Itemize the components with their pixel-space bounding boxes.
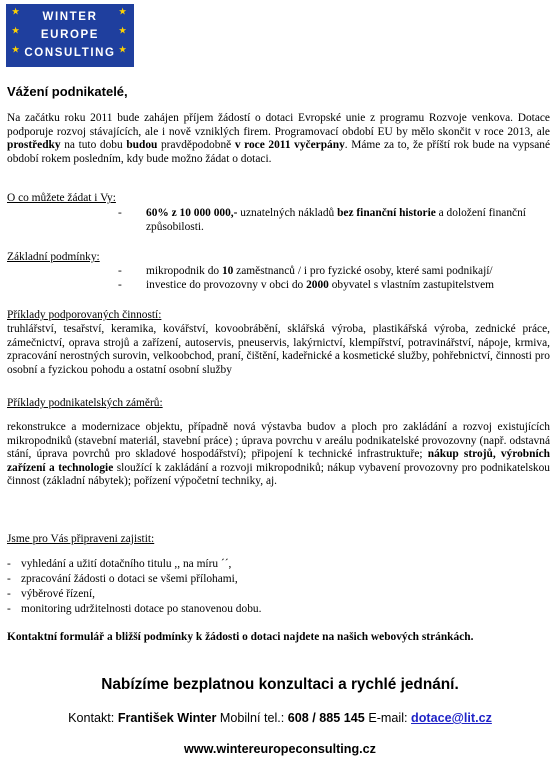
text-run: na tuto dobu (60, 139, 127, 152)
contact-name: František Winter (117, 711, 217, 725)
logo-line-winter: WINTER (42, 11, 98, 23)
text-run: zaměstnanců / i pro fyzické osoby, které sami podnikají/ (233, 265, 493, 277)
what-to-apply-list (118, 207, 538, 234)
bold-text-run: v roce 2011 vyčerpány (234, 139, 345, 152)
contact-form-note: Kontaktní formulář a bližší podmínky k žádosti o dotaci najdete na našich webových stránkách. (7, 631, 474, 643)
logo-line-europe: EUROPE (40, 29, 100, 41)
list-item: - zpracování žádosti o dotaci se všemi přílohami, (7, 572, 527, 587)
phone-number[interactable]: 608 / 885 145 (287, 711, 365, 725)
bold-text-run: 2000 (306, 278, 329, 291)
supported-activities-text: truhlářství, tesařství, keramika, kovářství, kovoobrábění, sklářská výroba, plastikářská výroba, zednické práce, zámečnictví, oprava strojů a zařízení, autoservis, pneuservis, lakýrnictví, klempířství, potravinářství, nápoje, krmiva, zpracování nerostných surovin, velkoobchod, praní, čištění, kadeřnické a kosmetické služby, pohřebnictví, činnosti pro osobní a fyzickou pohodu a ostatní osobní služby (7, 323, 550, 376)
list-item (118, 265, 548, 279)
email-label: E-mail: (364, 711, 412, 725)
intro-paragraph (7, 112, 550, 166)
contact-label: Kontakt: (68, 711, 118, 725)
contact-line (0, 711, 560, 725)
heading-supported-activities: Příklady podporovaných činností: (7, 309, 162, 321)
list-item: - vyhledání a užití dotačního titulu ,, na míru ´´, (7, 557, 527, 572)
text-run: obyvatel s vlastním zastupitelstvem (328, 278, 494, 291)
bold-text-run: budou (126, 139, 158, 152)
bold-text-run: prostředky (7, 139, 61, 152)
bold-text-run: nákup strojů, výrobních zařízení a technologie (7, 448, 550, 474)
list-item: - výběrové řízení, (7, 587, 527, 602)
text-run: rekonstrukce a modernizace objektu, případně nová výstavba budov a ploch pro zakládání a rozvoj existujících mikropodniků (stavební materiál, stavební práce) ; úprava povrchu v areálu podnikatelské provozovny (např. odstavná stání, úprava povrchů pro skladové hospodářství); připojení k technické infrastruktuře; (7, 421, 550, 461)
text-run: Na začátku roku 2011 bude zahájen příjem žádostí o dotaci Evropské unie z programu Rozvoje venkova. Dotace podporuje rozvoj stávajících, ale i nově vzniklých firem. Programovací období EU by mělo skončit v roce 2013, ale (7, 112, 550, 138)
services-list (7, 557, 527, 617)
logo-line-consulting: CONSULTING (24, 47, 116, 59)
text-run: mikropodnik do (146, 265, 222, 277)
business-plans-text (7, 421, 550, 489)
heading-services: Jsme pro Vás připraveni zajistit: (7, 533, 155, 545)
text-run: uznatelných nákladů (237, 207, 338, 219)
heading-what-to-apply: O co můžete žádat i Vy: (7, 192, 116, 204)
heading-conditions: Základní podmínky: (7, 251, 100, 263)
text-run: a doložení finanční způsobilosti. (146, 207, 526, 233)
bold-text-run: 10 (221, 265, 234, 277)
company-logo: ★ ★ ★ ★ ★ ★ WINTER EUROPE CONSULTING (6, 4, 134, 67)
bold-text-run: 60% z 10 000 000,- (146, 207, 238, 219)
bold-text-run: bez finanční historie (337, 207, 436, 219)
text-run: . Máme za to, že příští rok bude na vypsané období rokem posledním, kdy bude možno žádat o dotaci. (7, 139, 550, 165)
offer-headline: Nabízíme bezplatnou konzultaci a rychlé jednání. (101, 676, 459, 693)
email-link[interactable]: dotace@lit.cz (411, 711, 492, 725)
text-run: investice do provozovny v obci do (146, 278, 307, 291)
text-run: sloužící k zakládání a rozvoji mikropodniků; nákup vybavení provozovny pro podnikatelskou činnost (základní nábytek); pořízení výpočetní techniky, aj. (7, 461, 550, 488)
list-item (118, 279, 548, 293)
heading-business-plans: Příklady podnikatelských záměrů: (7, 397, 163, 409)
phone-label: Mobilní tel.: (216, 711, 288, 725)
text-run: pravděpodobně (157, 139, 235, 152)
conditions-list (118, 265, 548, 292)
website-url[interactable]: www.wintereuropeconsulting.cz (184, 742, 376, 756)
greeting: Vážení podnikatelé, (7, 84, 128, 99)
list-item: - monitoring udržitelnosti dotace po stanovenou dobu. (7, 602, 527, 617)
list-item (118, 207, 538, 234)
